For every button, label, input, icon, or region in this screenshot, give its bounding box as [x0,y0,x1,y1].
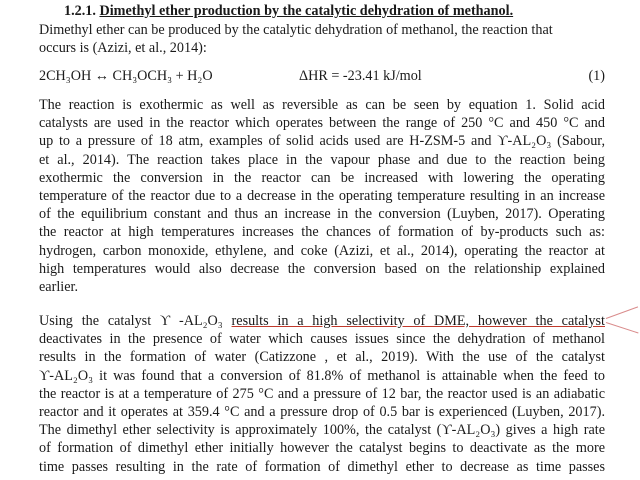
paragraph-line: temperature of the reactor due to a decrease in the operating temperature resulting in an increase [39,187,605,204]
paragraph-line: of formation of dimethyl ether initially however the catalyst begins to deactivate as the more [39,440,605,457]
catalyst-text: Using the catalyst ϒ -AL₂O₃ [39,313,232,329]
paragraph-line: up to a pressure of 18 atm, examples of solid acids used are H-ZSM-5 and ϒ-AL₂O₃ (Sabour, [39,133,605,150]
equation-enthalpy: ΔHR = -23.41 kJ/mol [299,68,422,84]
section-title: Dimethyl ether production by the catalytic dehydration of methanol. [99,3,514,19]
paragraph-line: catalysts are used in the reactor which operates between the range of 250 °C and 450 °C and [39,115,605,132]
comment-connector-line[interactable] [606,306,638,319]
paragraph-line: results in the formation of water (Catizzone , et al., 2019). With the use of the catalyst [39,349,605,366]
paragraph-line: The dimethyl ether selectivity is approximately 100%, the catalyst (ϒ-AL₂O₃) gives a high rate [39,422,605,439]
paragraph-line: high temperatures would also decrease the conversion based on the relationship explained [39,260,605,277]
intro-paragraph [39,21,609,57]
section-number: 1.2.1. [64,3,96,19]
equation-number: (1) [588,68,605,84]
paragraph-line: the reactor at high temperatures increases the chances of formation of by-products such as: [39,224,605,241]
comment-connector-line[interactable] [606,322,639,333]
section-heading [64,3,513,20]
paragraph-line: hydrogen, carbon monoxide, ethylene, and coke (Azizi, et al., 2014), operating the reactor at [39,242,605,259]
paragraph-line: et al., 2014). The reaction takes place in the vapour phase and due to the reaction being [39,151,605,168]
paragraph-line: the reactor is at a temperature of 275 °C and a pressure of 12 bar, the reactor used is an adiabatic [39,385,605,402]
paragraph-line: ϒ-AL₂O₃ it was found that a conversion of 81.8% of methanol is attainable when the feed to [39,367,605,384]
paragraph-line-first [39,312,605,330]
paragraph-catalyst [39,312,605,476]
equation-reaction: 2CH₃OH ↔ CH₃OCH₃ + H₂O [39,68,213,84]
paragraph-reaction-conditions [39,96,605,296]
intro-line-1: Dimethyl ether can be produced by the catalytic dehydration of methanol, the reaction that [39,22,553,38]
paragraph-line: earlier. [39,278,78,295]
paragraph-line: deactivates in the presence of water which causes issues since the dehydration of methanol [39,331,605,348]
paragraph-line: exothermic the conversion in the reactor can be increased with lowering the operating [39,169,605,186]
paragraph-line: The reaction is exothermic as well as reversible as can be seen by equation 1. Solid acid [39,97,605,113]
intro-line-2: occurs is (Azizi, et al., 2014): [39,40,207,57]
tracked-comment-text[interactable]: results in a high selectivity of DME, however the catalyst [231,313,605,329]
paragraph-line: reactor and it operates at 359.4 °C and a pressure drop of 0.5 bar is experienced (Luyben, 2017). [39,403,605,420]
paragraph-line: of the equilibrium constant and thus an increase in the conversion (Luyben, 2017). Operating [39,206,605,223]
paragraph-line: time passes resulting in the rate of formation of dimethyl ether to decrease as time passes [39,458,605,475]
